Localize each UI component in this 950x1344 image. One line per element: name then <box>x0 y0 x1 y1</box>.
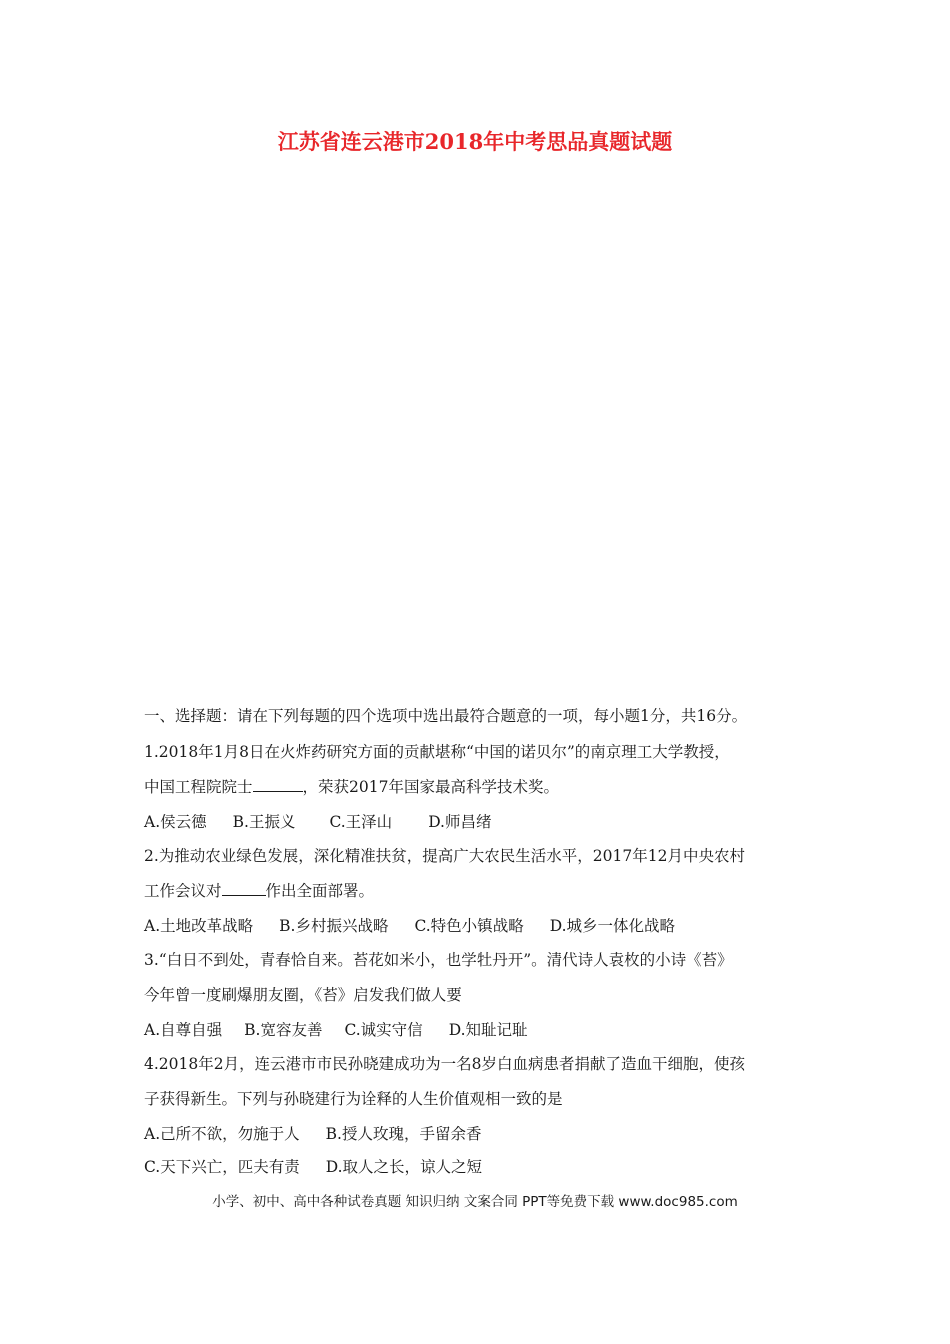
question-3-stem-line-2: 今年曾一度刷爆朋友圈，《苔》启发我们做人要 <box>144 986 462 1004</box>
question-4-options-row-1 <box>144 1118 814 1151</box>
question-4-option-d: D.取人之长，谅人之短 <box>325 1157 483 1176</box>
question-1-option-c: C.王泽山 <box>329 812 393 831</box>
answer-blank <box>253 775 303 792</box>
section-heading: 一、选择题：请在下列每题的四个选项中选出最符合题意的一项，每小题1分，共16分。 <box>144 707 748 725</box>
question-3-option-d: D.知耻记耻 <box>448 1020 528 1039</box>
question-1-options <box>144 806 814 839</box>
question-2-option-a: A.土地改革战略 <box>144 916 254 935</box>
question-2-stem-text: 工作会议对 <box>144 882 222 900</box>
question-2-stem-line-2 <box>144 874 814 910</box>
question-1-option-b: B.王振义 <box>232 812 296 831</box>
question-4-option-b: B.授人玫瑰，手留余香 <box>325 1124 482 1143</box>
question-1-stem-line-2 <box>144 770 814 806</box>
question-1-option-a: A.侯云德 <box>144 812 207 831</box>
question-3-stem-line-1: 3.“白日不到处，青春恰自来。苔花如米小，也学牡丹开”。清代诗人袁枚的小诗《苔》 <box>144 950 733 969</box>
question-4-option-c: C.天下兴亡，匹夫有责 <box>144 1157 300 1176</box>
question-2-options <box>144 910 814 943</box>
question-3-option-c: C.诚实守信 <box>344 1020 423 1039</box>
question-1-stem-text: 中国工程院院士 <box>144 778 253 796</box>
question-1-stem-line-1: 1.2018年1月8日在火炸药研究方面的贡献堪称“中国的诺贝尔”的南京理工大学教授， <box>144 742 730 761</box>
page-title: 江苏省连云港市2018年中考思品真题试题 <box>277 129 673 154</box>
question-3-options <box>144 1014 814 1047</box>
question-1-option-d: D.师昌绪 <box>428 812 492 831</box>
question-4-option-a: A.己所不欲，勿施于人 <box>144 1124 300 1143</box>
page-footer: 小学、初中、高中各种试卷真题 知识归纳 文案合同 PPT等免费下载 www.doc985.com <box>212 1194 738 1210</box>
exam-body <box>144 699 814 1184</box>
question-4-options-row-2 <box>144 1151 814 1184</box>
answer-blank <box>222 879 266 896</box>
question-1-stem-tail: ，荣获2017年国家最高科学技术奖。 <box>302 778 559 796</box>
question-4-stem-line-1: 4.2018年2月，连云港市市民孙晓建成功为一名8岁白血病患者捐献了造血干细胞，使孩 <box>144 1054 745 1073</box>
question-4-stem-line-2: 子获得新生。下列与孙晓建行为诠释的人生价值观相一致的是 <box>144 1090 563 1108</box>
question-2-stem-line-1: 2.为推动农业绿色发展，深化精准扶贫，提高广大农民生活水平，2017年12月中央农村 <box>144 846 745 865</box>
question-2-option-d: D.城乡一体化战略 <box>549 916 676 935</box>
question-3-option-b: B.宽容友善 <box>244 1020 323 1039</box>
question-3-option-a: A.自尊自强 <box>144 1020 223 1039</box>
question-2-option-b: B.乡村振兴战略 <box>279 916 389 935</box>
question-2-stem-tail: 作出全面部署。 <box>265 882 375 900</box>
question-2-option-c: C.特色小镇战略 <box>414 916 524 935</box>
